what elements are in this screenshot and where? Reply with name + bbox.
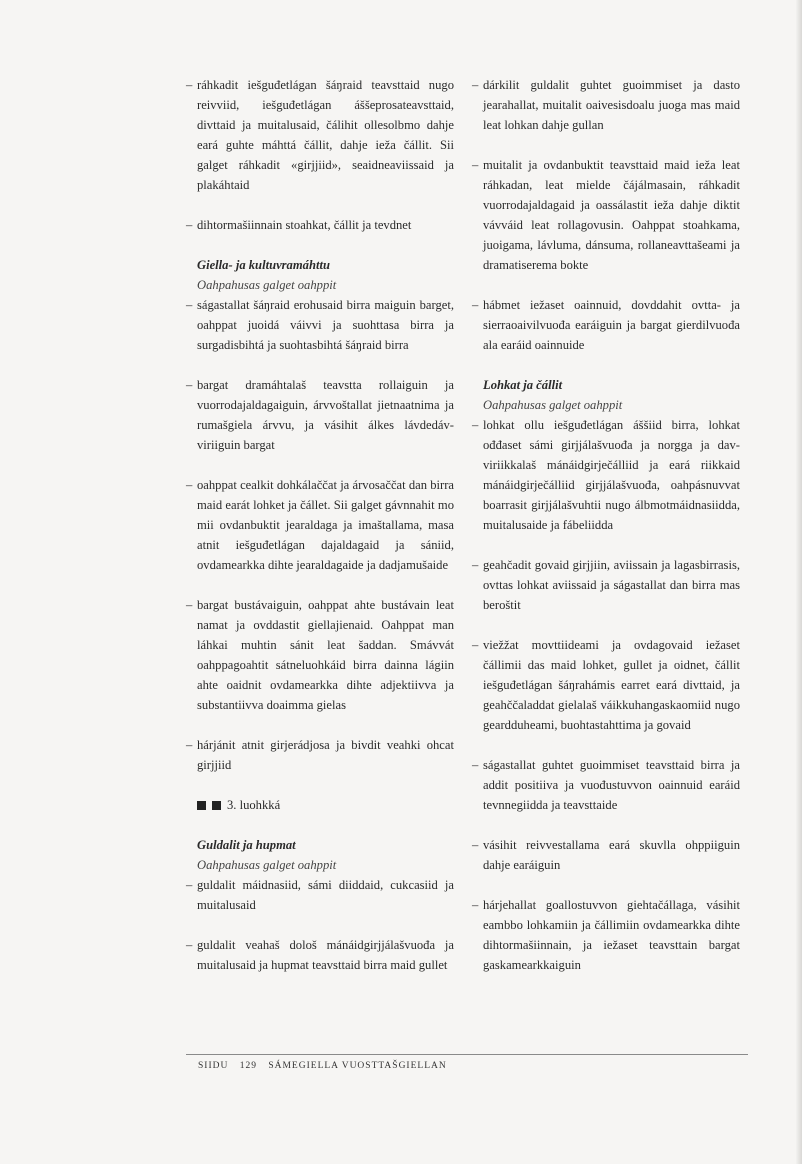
book-title: SÁMEGIELLA VUOSTTAŠGIELLAN: [268, 1061, 447, 1071]
list-item: – dárkilit guldalit guhtet guoimmiset ja dasto jearahallat, muitalit oaivesisdoalu juoga mas maid leat lohkan dahje gullan: [472, 78, 740, 132]
list-item: – geahčadit govaid girjjiin, aviissain ja lagasbirrasis, ovttas lohkat aviissaid ja ságastallat dan birra mas beroštit: [472, 558, 740, 612]
list-item: – lohkat ollu iešguđetlágan áššiid birra, lohkat ođđaset sámi girjjálašvuođa ja norgga ja davviriikkalaš mánáidgirječálliid ja eará riikkaid mánáidgirječálliid girjjálašvuođa, oahpásnuvvat boarrasit girjjálašvuhtii nugo álbmotmáidnasiidda, muitalusaide ja fábeliidda: [472, 418, 740, 532]
section-heading: Lohkat ja čállit: [483, 378, 563, 392]
list-item: – dihtormašiinnain stoahkat, čállit ja tevdnet: [186, 218, 412, 232]
list-item: – hárjehallat goallostuvvon giehtačállaga, vásihit eambbo lohkamiin ja čállimiin ovdamearkka dihte dihtormašiinnain, ja iežaset teavsttain bargat gaskamearkkaiguin: [472, 898, 740, 972]
right-column: [472, 75, 740, 995]
section-subheading: Oahpahusas galget oahppit: [483, 398, 623, 412]
square-bullet-icon: [212, 801, 221, 810]
list-item: – muitalit ja ovdanbuktit teavsttaid maid ieža leat ráhkadan, leat mielde čájálmasain, ráhkadit vuorrodajaldagaid ja oassálastit ieža dahje diktit vávváid leat rollagovusin. Oahppat stoahkama, juoigama, lávluma, dánsuma, rollaneavttašeami ja dramatiserema bokte: [472, 158, 740, 272]
list-item: – guldalit máidnasiid, sámi diiddaid, cukcasiid ja muitalusaid: [186, 878, 454, 912]
section-list: [186, 295, 454, 775]
footer-rule: [186, 1054, 748, 1055]
section-heading: Guldalit ja hupmat: [197, 838, 296, 852]
list-item: – hábmet iežaset oainnuid, dovddahit ovtta- ja sierraoaivilvuođa earáiguin ja bargat gierdilvuođa ala earáid oainnuide: [472, 298, 740, 352]
chapter-label: 3. luohkká: [227, 798, 281, 812]
section-subheading: Oahpahusas galget oahppit: [197, 278, 337, 292]
left-column: [186, 75, 454, 995]
list-item: – bargat dramáhtalaš teavstta rollaiguin ja vuorrodajaldagaiguin, árvvoštallat jietnaatnima ja rumašgiela árvvu, ja vásihit álkes lávdedávviriiguin bargat: [186, 378, 454, 452]
section-heading: Giella- ja kultuvramáhttu: [197, 258, 330, 272]
page-footer: [198, 1061, 455, 1071]
list-item: – bargat bustávaiguin, oahppat ahte bustávain leat namat ja ovddastit giellajienaid. Oahppat man láhkai muhtin sánit leat šaddan. Smávvát oahppagoahtit sátneluohkáid birra dainna lágiin ahte oaidnit ovdamearkka dihte adjektiivva ja substantiivva doaimma gielas: [186, 598, 454, 712]
page-edge-shadow: [796, 0, 802, 1164]
square-bullet-icon: [197, 801, 206, 810]
list-item: – ságastallat šáŋraid erohusaid birra maiguin barget, oahppat juoidá váivvi ja suohttasa birra ja surgadisbihtá ja suohtasbihtá šáŋraid birra: [186, 298, 454, 352]
section-subheading: Oahpahusas galget oahppit: [197, 858, 337, 872]
list-item: – ságastallat guhtet guoimmiset teavsttaid birra ja addit positiiva ja vuođustuvvon oainnuid earáid tevnnegiidda ja teavsttaide: [472, 758, 740, 812]
section-list: [186, 875, 454, 975]
list-item: – oahppat cealkit dohkálaččat ja árvosaččat dan birra maid earát lohket ja čállet. Sii galget gávnnahit mo mii ovdanbuktit jearaldaga ja imaštallama, masa atnit iešguđetlágan dajaldagaid ja sániid, ovdamearkka dihte jearaldagaide ja dadjamušaide: [186, 478, 454, 572]
list-item: – ráhkadit iešguđetlágan šáŋraid teavsttaid nugo reivviid, iešguđetlágan áššeprosateavsttaid, divttaid ja muitalusaid, čálihit ollesolbmo dahje eará guhte máhttá čállit, dahje ieža čállit. Sii galget ráhkadit «girjjiid», seaidneaviissaid ja plakáhtaid: [186, 78, 454, 192]
list-item: – guldalit veahaš dološ mánáidgirjjálašvuođa ja muitalusaid ja hupmat teavsttaid birra maid gullet: [186, 938, 454, 972]
section-list: [472, 415, 740, 975]
chapter-marker: [186, 795, 454, 815]
list-item: – vásihit reivvestallama eará skuvlla ohppiiguin dahje earáiguin: [472, 838, 740, 872]
page-number: 129: [239, 1061, 257, 1071]
list-item: – viežžat movttiideami ja ovdagovaid iežaset čállimii das maid lohket, gullet ja oidnet, čállit iešguđetlágan šáŋrahámis earret eará divttaid, ja geahččaladdat gielalaš váikkuhangaskaomiid nugo geardduheami, buohtastahttima ja govaid: [472, 638, 740, 732]
footer-page-label: SIIDU: [198, 1061, 229, 1071]
list-item: – hárjánit atnit girjerádjosa ja bivdit veahki ohcat girjjiid: [186, 738, 454, 772]
